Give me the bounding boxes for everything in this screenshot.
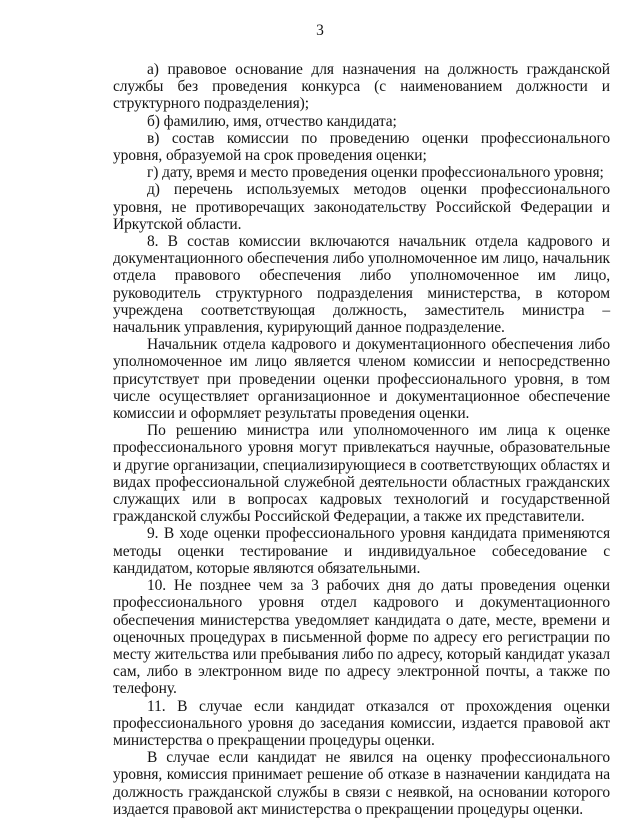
paragraph-item-a: а) правовое основание для назначения на должность гражданской службы без проведения конкурса (с наименованием должности и структурного подразделения); [113, 61, 610, 113]
paragraph-clause-9: 9. В ходе оценки профессионального уровня кандидата применяются методы оценки тестирование и индивидуальное собеседование с кандидатом, которые являются обязательными. [113, 525, 610, 577]
paragraph-clause-11-absence: В случае если кандидат не явился на оценку профессионального уровня, комиссия принимает решение об отказе в назначении кандидата на должность гражданской службы в связи с неявкой, на основании которого издается правовой акт министерства о прекращении процедуры оценки. [113, 749, 610, 818]
paragraph-item-g: г) дату, время и место проведения оценки профессионального уровня; [147, 164, 604, 182]
paragraph-clause-11: 11. В случае если кандидат отказался от прохождения оценки профессионального уровня до заседания комиссии, издается правовой акт министерства о прекращении процедуры оценки. [113, 697, 610, 749]
paragraph-clause-8: 8. В состав комиссии включаются начальник отдела кадрового и документационного обеспечения либо уполномоченное им лицо, начальник отдела правового обеспечения либо уполномоченное им лицо, руководитель структурного подразделения министерства, в котором учреждена соответствующая должность, заместитель министра – начальник управления, курирующий данное подразделение. [113, 233, 610, 337]
paragraph-item-b: б) фамилию, имя, отчество кандидата; [147, 112, 397, 130]
paragraph-item-d: д) перечень используемых методов оценки профессионального уровня, не противоречащих законодательству Российской Федерации и Иркутской области. [113, 181, 610, 233]
paragraph-clause-10: 10. Не позднее чем за 3 рабочих дня до даты проведения оценки профессионального уровня отдел кадрового и документационного обеспечения министерства уведомляет кандидата о дате, месте, времени и оценочных процедурах в письменной форме по адресу его регистрации по месту жительства или пребывания либо по адресу, который кандидат указал сам, либо в электронном виде по адресу электронной почты, а также по телефону. [113, 577, 610, 698]
document-body [113, 61, 610, 818]
paragraph-clause-8-experts: По решению министра или уполномоченного им лица к оценке профессионального уровня могут привлекаться научные, образовательные и другие организации, специализирующиеся в соответствующих областях и видах профессиональной служебной деятельности областных гражданских служащих или в вопросах кадровых технологий и государственной гражданской службы Российской Федерации, а также их представители. [113, 422, 610, 526]
paragraph-item-v: в) состав комиссии по проведению оценки профессионального уровня, образуемой на срок проведения оценки; [113, 129, 610, 165]
page-number: 3 [316, 22, 324, 39]
paragraph-clause-8-head: Начальник отдела кадрового и документационного обеспечения либо уполномоченное им лицо является членом комиссии и непосредственно присутствует при проведении оценки профессионального уровня, в том числе осуществляет организационное и документационное обеспечение комиссии и оформляет результаты проведения оценки. [113, 336, 610, 423]
